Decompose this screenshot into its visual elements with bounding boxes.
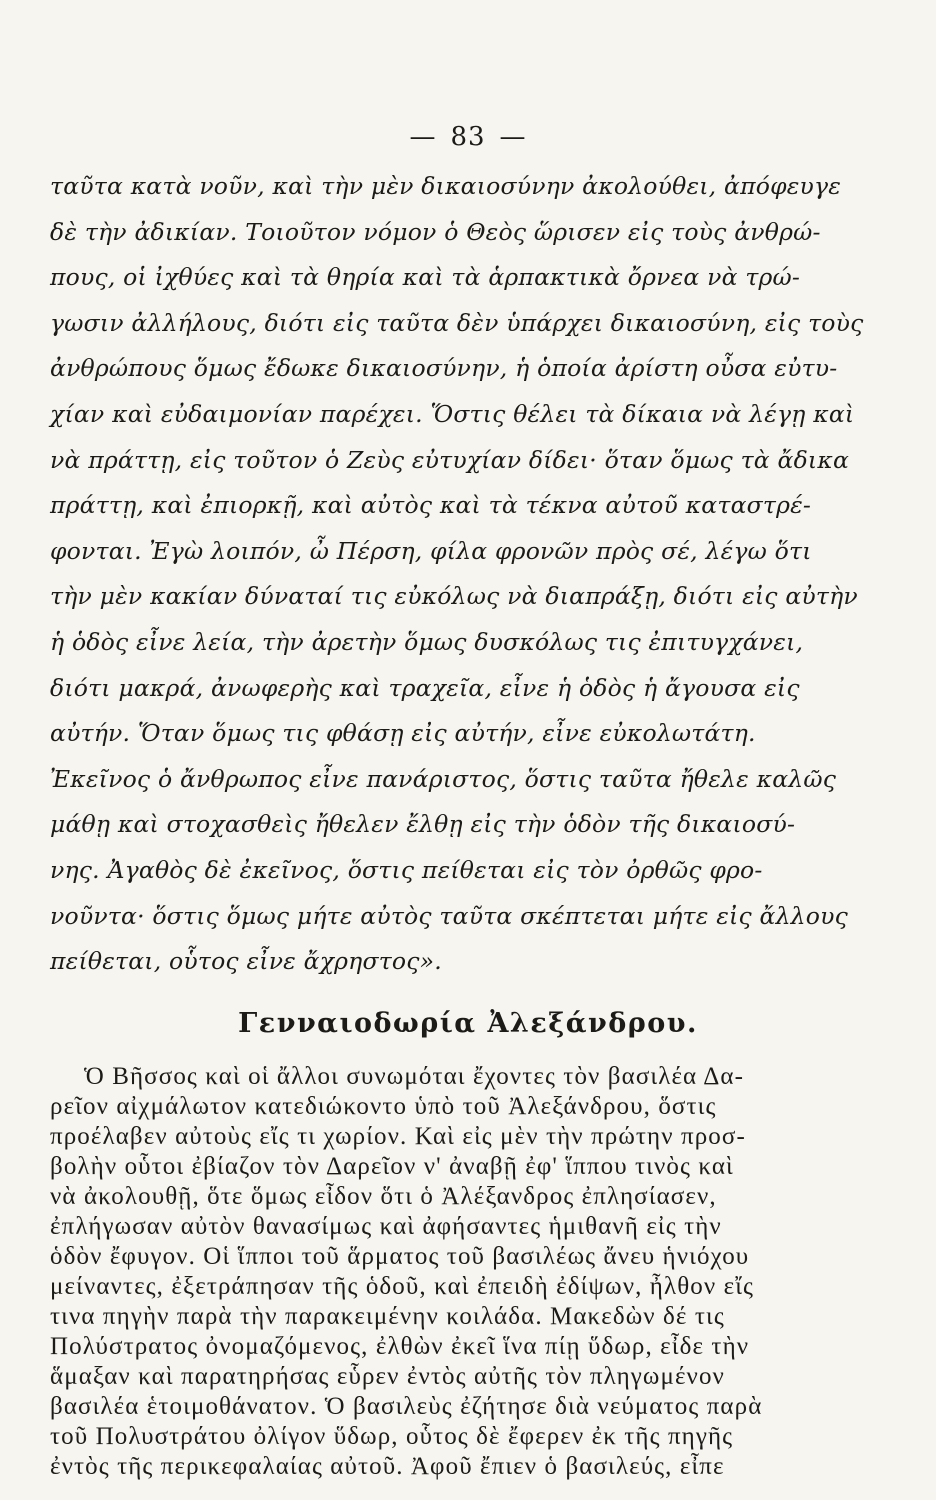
text-line: ἅμαξαν καὶ παρατηρήσας εὗρεν ἐντὸς αὐτῆς τὸν πληγωμένον <box>50 1363 725 1390</box>
text-line: νοῦντα· ὅστις ὅμως μήτε αὐτὸς ταῦτα σκέπτεται μήτε εἰς ἄλλους <box>50 902 848 930</box>
text-line: Ὁ Βῆσσος καὶ οἱ ἄλλοι συνωμόται ἔχοντες τὸν βασιλέα Δα- <box>84 1063 745 1090</box>
text-line: νης. Ἀγαθὸς δὲ ἐκεῖνος, ὅστις πείθεται εἰς τὸν ὀρθῶς φρο- <box>50 856 763 884</box>
text-line: ρεῖον αἰχμάλωτον κατεδιώκοντο ὑπὸ τοῦ Ἀλεξάνδρου, ὅστις <box>50 1093 717 1120</box>
page-number-header <box>0 122 936 152</box>
text-line: φονται. Ἐγὼ λοιπόν, ὦ Πέρση, φίλα φρονῶν πρὸς σέ, λέγω ὅτι <box>50 537 812 565</box>
text-line: Πολύστρατος ὀνομαζόμενος, ἐλθὼν ἐκεῖ ἵνα πίῃ ὕδωρ, εἶδε τὴν <box>50 1333 750 1360</box>
text-line: Ἐκεῖνος ὁ ἄνθρωπος εἶνε πανάριστος, ὅστις ταῦτα ἤθελε καλῶς <box>50 765 837 793</box>
section-heading: Γενναιοδωρία Ἀλεξάνδρου. <box>238 1008 698 1039</box>
text-line: χίαν καὶ εὐδαιμονίαν παρέχει. Ὅστις θέλει τὰ δίκαια νὰ λέγῃ καὶ <box>50 400 855 428</box>
text-line: ἐπλήγωσαν αὐτὸν θανασίμως καὶ ἀφήσαντες ἡμιθανῆ εἰς τὴν <box>50 1213 722 1240</box>
text-line: νὰ ἀκολουθῇ, ὅτε ὅμως εἶδον ὅτι ὁ Ἀλέξανδρος ἐπλησίασεν, <box>50 1183 717 1210</box>
text-line: δὲ τὴν ἀδικίαν. Τοιοῦτον νόμον ὁ Θεὸς ὥρισεν εἰς τοὺς ἀνθρώ- <box>50 218 821 246</box>
text-line: ἀνθρώπους ὅμως ἔδωκε δικαιοσύνην, ἡ ὁποία ἀρίστη οὖσα εὐτυ- <box>50 354 838 382</box>
text-line: τινα πηγὴν παρὰ τὴν παρακειμένην κοιλάδα. Μακεδὼν δέ τις <box>50 1303 725 1330</box>
text-line: αὐτήν. Ὅταν ὅμως τις φθάσῃ εἰς αὐτήν, εἶνε εὐκολωτάτη. <box>50 719 756 747</box>
text-line: προέλαβεν αὐτοὺς εἴς τι χωρίον. Καὶ εἰς μὲν τὴν πρώτην προσ- <box>50 1123 746 1150</box>
left-dash: — <box>409 122 437 152</box>
text-line: γωσιν ἀλλήλους, διότι εἰς ταῦτα δὲν ὑπάρχει δικαιοσύνη, εἰς τοὺς <box>50 309 864 337</box>
text-line: βολὴν οὗτοι ἐβίαζον τὸν Δαρεῖον ν' ἀναβῇ ἐφ' ἵππου τινὸς καὶ <box>50 1153 734 1180</box>
text-line: διότι μακρά, ἀνωφερὴς καὶ τραχεῖα, εἶνε ἡ ὁδὸς ἡ ἄγουσα εἰς <box>50 674 800 702</box>
text-line: τοῦ Πολυστράτου ὀλίγον ὕδωρ, οὗτος δὲ ἔφερεν ἐκ τῆς πηγῆς <box>50 1423 734 1450</box>
text-line: ἡ ὁδὸς εἶνε λεία, τὴν ἀρετὴν ὅμως δυσκόλως τις ἐπιτυγχάνει, <box>50 628 804 656</box>
text-line: πράττῃ, καὶ ἐπιορκῇ, καὶ αὐτὸς καὶ τὰ τέκνα αὐτοῦ καταστρέ- <box>50 491 812 519</box>
text-line: ἐντὸς τῆς περικεφαλαίας αὐτοῦ. Ἀφοῦ ἔπιεν ὁ βασιλεύς, εἶπε <box>50 1453 725 1480</box>
text-line: τὴν μὲν κακίαν δύναταί τις εὐκόλως νὰ διαπράξῃ, διότι εἰς αὐτὴν <box>50 582 858 610</box>
right-dash: — <box>499 122 527 152</box>
text-line: ταῦτα κατὰ νοῦν, καὶ τὴν μὲν δικαιοσύνην ἀκολούθει, ἀπόφευγε <box>50 172 842 200</box>
page-number: 83 <box>450 122 486 152</box>
text-line: πους, οἱ ἰχθύες καὶ τὰ θηρία καὶ τὰ ἁρπακτικὰ ὄρνεα νὰ τρώ- <box>50 263 801 291</box>
text-line: μείναντες, ἐξετράπησαν τῆς ὁδοῦ, καὶ ἐπειδὴ ἐδίψων, ἦλθον εἴς <box>50 1273 755 1300</box>
text-line: μάθῃ καὶ στοχασθεὶς ἤθελεν ἔλθῃ εἰς τὴν ὁδὸν τῆς δικαιοσύ- <box>50 810 796 838</box>
text-line: ὁδὸν ἔφυγον. Οἱ ἵπποι τοῦ ἅρματος τοῦ βασιλέως ἄνευ ἡνιόχου <box>50 1243 750 1270</box>
text-line: νὰ πράττῃ, εἰς τοῦτον ὁ Ζεὺς εὐτυχίαν δίδει· ὅταν ὅμως τὰ ἄδικα <box>50 446 850 474</box>
text-line: βασιλέα ἑτοιμοθάνατον. Ὁ βασιλεὺς ἐζήτησε διὰ νεύματος παρὰ <box>50 1393 763 1420</box>
text-line: πείθεται, οὗτος εἶνε ἄχρηστος». <box>50 947 442 975</box>
